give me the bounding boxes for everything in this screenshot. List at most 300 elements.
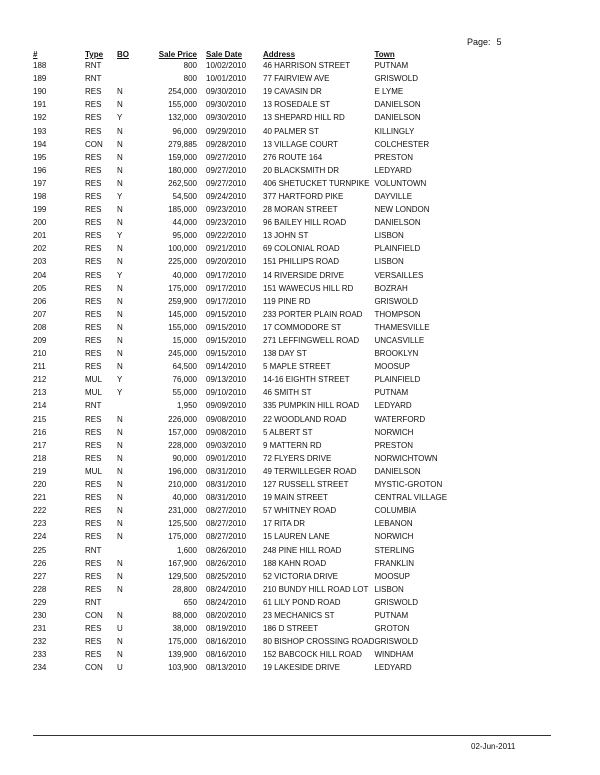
row-sale-price: 38,000 — [172, 624, 197, 634]
column-header-bo: BO — [117, 50, 129, 59]
row-town: LISBON — [374, 231, 404, 241]
row-town: PRESTON — [374, 152, 413, 162]
row-town: E LYME — [374, 87, 404, 97]
row-sale-price: 175,000 — [168, 532, 197, 542]
row-gap — [197, 609, 206, 622]
row-address: 5 ALBERT ST — [263, 427, 313, 437]
row-bo: N — [117, 466, 123, 476]
row-address: 119 PINE RD — [263, 296, 311, 306]
row-town: PRESTON — [374, 440, 413, 450]
row-number: 228 — [33, 584, 47, 594]
row-number: 191 — [33, 100, 47, 110]
row-address: 14-16 EIGHTH STREET — [263, 375, 350, 385]
row-bo: N — [117, 139, 123, 149]
row-town: LEDYARD — [374, 165, 412, 175]
row-sale-date: 08/27/2010 — [206, 519, 247, 529]
table-row — [33, 426, 447, 439]
row-type: RES — [85, 506, 102, 516]
row-gap — [197, 282, 206, 295]
row-sale-price: 132,000 — [168, 113, 197, 123]
row-address: 13 ROSEDALE ST — [263, 100, 331, 110]
row-bo: N — [117, 480, 123, 490]
table-row — [33, 413, 447, 426]
row-sale-price: 157,000 — [168, 427, 197, 437]
row-sale-price: 279,885 — [168, 139, 197, 149]
row-sale-date: 10/01/2010 — [206, 74, 247, 84]
table-row — [33, 517, 447, 530]
row-sale-price: 210,000 — [168, 480, 197, 490]
row-type: RES — [85, 322, 102, 332]
row-bo: N — [117, 584, 123, 594]
table-row — [33, 151, 447, 164]
row-bo: N — [117, 349, 123, 359]
row-sale-price: 103,900 — [168, 663, 197, 673]
row-type: RES — [85, 218, 102, 228]
row-number: 224 — [33, 532, 47, 542]
row-address: 276 ROUTE 164 — [263, 152, 323, 162]
row-sale-date: 08/16/2010 — [206, 637, 247, 647]
row-sale-price: 159,000 — [168, 152, 197, 162]
row-sale-date: 09/23/2010 — [206, 218, 247, 228]
row-type: RES — [85, 309, 102, 319]
table-row — [33, 661, 447, 674]
row-number: 199 — [33, 205, 47, 215]
row-gap — [197, 386, 206, 399]
row-sale-price: 64,500 — [172, 362, 197, 372]
row-sale-price: 254,000 — [168, 87, 197, 97]
row-sale-price: 76,000 — [172, 375, 197, 385]
row-address: 127 RUSSELL STREET — [263, 480, 349, 490]
row-town: NORWICH — [374, 532, 414, 542]
row-bo: N — [117, 336, 123, 346]
table-row — [33, 138, 447, 151]
row-gap — [197, 164, 206, 177]
row-type: RES — [85, 231, 102, 241]
row-sale-date: 09/15/2010 — [206, 322, 247, 332]
row-sale-date: 09/08/2010 — [206, 414, 247, 424]
table-row — [33, 177, 447, 190]
row-type: RES — [85, 336, 102, 346]
row-sale-price: 88,000 — [172, 610, 197, 620]
row-gap — [197, 596, 206, 609]
row-town: LISBON — [374, 584, 404, 594]
table-row — [33, 216, 447, 229]
row-gap — [197, 452, 206, 465]
row-town: VERSAILLES — [374, 270, 424, 280]
row-gap — [197, 269, 206, 282]
row-town: PUTNAM — [374, 61, 409, 71]
row-number: 197 — [33, 178, 47, 188]
table-row — [33, 399, 447, 412]
row-gap — [197, 517, 206, 530]
row-address: 5 MAPLE STREET — [263, 362, 331, 372]
row-sale-date: 09/01/2010 — [206, 453, 247, 463]
page-number: 5 — [496, 37, 502, 47]
row-gap — [197, 413, 206, 426]
row-sale-date: 08/24/2010 — [206, 584, 247, 594]
row-type: RES — [85, 519, 102, 529]
row-gap — [197, 124, 206, 137]
row-number: 234 — [33, 663, 47, 673]
row-number: 211 — [33, 362, 46, 372]
row-sale-price: 262,500 — [168, 178, 197, 188]
row-sale-price: 245,000 — [168, 349, 197, 359]
row-bo — [117, 59, 149, 72]
row-type: RES — [85, 126, 102, 136]
row-sale-date: 09/15/2010 — [206, 336, 247, 346]
row-gap — [197, 308, 206, 321]
row-town: DANIELSON — [374, 100, 421, 110]
table-row — [33, 295, 447, 308]
row-bo: N — [117, 126, 123, 136]
row-number: 205 — [33, 283, 47, 293]
row-town: THAMESVILLE — [374, 322, 430, 332]
row-type: RES — [85, 270, 102, 280]
row-bo: N — [117, 637, 123, 647]
table-row — [33, 452, 447, 465]
row-address: 22 WOODLAND ROAD — [263, 414, 347, 424]
row-address: 28 MORAN STREET — [263, 205, 338, 215]
row-sale-price: 167,900 — [168, 558, 197, 568]
row-bo: N — [117, 257, 123, 267]
row-bo — [117, 72, 149, 85]
row-bo: N — [117, 165, 123, 175]
row-number: 217 — [33, 440, 47, 450]
row-town: BOZRAH — [374, 283, 408, 293]
row-number: 203 — [33, 257, 47, 267]
row-gap — [197, 203, 206, 216]
row-gap — [197, 72, 206, 85]
row-type: MUL — [85, 466, 102, 476]
row-bo: N — [117, 322, 123, 332]
row-town: LISBON — [374, 257, 404, 267]
row-sale-date: 08/20/2010 — [206, 610, 247, 620]
row-type: RES — [85, 637, 102, 647]
row-bo: N — [117, 427, 123, 437]
row-number: 196 — [33, 165, 47, 175]
row-number: 226 — [33, 558, 47, 568]
row-sale-price: 1,950 — [176, 401, 197, 411]
row-type: MUL — [85, 375, 102, 385]
table-row — [33, 111, 447, 124]
row-address: 19 MAIN STREET — [263, 493, 328, 503]
row-sale-price: 96,000 — [172, 126, 197, 136]
table-row — [33, 622, 447, 635]
row-sale-price: 125,500 — [168, 519, 197, 529]
row-town: GRISWOLD — [374, 296, 418, 306]
row-gap — [197, 530, 206, 543]
row-address: 335 PUMPKIN HILL ROAD — [263, 401, 360, 411]
row-bo: N — [117, 610, 123, 620]
row-address: 19 LAKESIDE DRIVE — [263, 663, 340, 673]
row-number: 216 — [33, 427, 47, 437]
row-bo: N — [117, 532, 123, 542]
row-number: 215 — [33, 414, 47, 424]
row-type: RES — [85, 571, 102, 581]
row-sale-date: 09/29/2010 — [206, 126, 247, 136]
row-town: NORWICHTOWN — [374, 453, 438, 463]
footer-divider — [33, 735, 551, 736]
table-row — [33, 465, 447, 478]
row-address: 23 MECHANICS ST — [263, 610, 335, 620]
row-gap — [197, 504, 206, 517]
table-row — [33, 164, 447, 177]
table-row — [33, 360, 447, 373]
row-type: RES — [85, 480, 102, 490]
row-sale-date: 10/02/2010 — [206, 61, 247, 71]
row-sale-date: 08/26/2010 — [206, 558, 247, 568]
row-sale-date: 09/27/2010 — [206, 165, 247, 175]
row-type: RES — [85, 100, 102, 110]
row-sale-price: 800 — [183, 74, 197, 84]
row-address: 186 D STREET — [263, 624, 319, 634]
table-row — [33, 596, 447, 609]
row-address: 40 PALMER ST — [263, 126, 319, 136]
row-type: RES — [85, 453, 102, 463]
table-row — [33, 635, 447, 648]
row-town: DANIELSON — [374, 466, 421, 476]
row-town: LEBANON — [374, 519, 413, 529]
row-sale-date: 09/23/2010 — [206, 205, 247, 215]
row-sale-date: 09/13/2010 — [206, 375, 247, 385]
row-gap — [197, 622, 206, 635]
page-indicator — [467, 37, 502, 47]
row-town: PUTNAM — [374, 388, 409, 398]
footer-date: 02-Jun-2011 — [471, 742, 516, 751]
row-town: LEDYARD — [374, 401, 412, 411]
row-number: 202 — [33, 244, 47, 254]
row-gap — [197, 648, 206, 661]
header-row — [33, 46, 447, 59]
row-address: 271 LEFFINGWELL ROAD — [263, 336, 360, 346]
row-bo: N — [117, 414, 123, 424]
row-town: CENTRAL VILLAGE — [374, 493, 448, 503]
row-bo: U — [117, 624, 123, 634]
row-type: RES — [85, 113, 102, 123]
row-gap — [197, 334, 206, 347]
table-row — [33, 308, 447, 321]
row-sale-price: 28,800 — [172, 584, 197, 594]
table-row — [33, 583, 447, 596]
table-row — [33, 282, 447, 295]
row-number: 200 — [33, 218, 47, 228]
row-gap — [197, 661, 206, 674]
row-type: RES — [85, 650, 102, 660]
row-address: 61 LILY POND ROAD — [263, 597, 341, 607]
row-town: DANIELSON — [374, 113, 421, 123]
row-address: 57 WHITNEY ROAD — [263, 506, 337, 516]
row-gap — [197, 557, 206, 570]
row-sale-price: 40,000 — [172, 493, 197, 503]
row-type: RES — [85, 257, 102, 267]
row-address: 13 SHEPARD HILL RD — [263, 113, 345, 123]
row-type: RNT — [85, 401, 102, 411]
row-number: 204 — [33, 270, 47, 280]
row-number: 219 — [33, 466, 47, 476]
row-number: 193 — [33, 126, 47, 136]
row-sale-price: 100,000 — [168, 244, 197, 254]
row-gap — [197, 242, 206, 255]
row-address: 15 LAUREN LANE — [263, 532, 330, 542]
row-address: 233 PORTER PLAIN ROAD — [263, 309, 363, 319]
row-sale-price: 145,000 — [168, 309, 197, 319]
row-sale-date: 09/30/2010 — [206, 100, 247, 110]
row-address: 96 BAILEY HILL ROAD — [263, 218, 347, 228]
row-type: RES — [85, 165, 102, 175]
row-sale-date: 08/27/2010 — [206, 506, 247, 516]
row-sale-price: 175,000 — [168, 283, 197, 293]
row-type: CON — [85, 610, 103, 620]
row-sale-date: 09/03/2010 — [206, 440, 247, 450]
column-header-type: Type — [85, 50, 104, 59]
row-bo — [117, 543, 149, 556]
row-bo: N — [117, 218, 123, 228]
table-row — [33, 72, 447, 85]
row-number: 233 — [33, 650, 47, 660]
row-address: 13 JOHN ST — [263, 231, 309, 241]
row-gap — [197, 216, 206, 229]
row-address: 210 BUNDY HILL ROAD LOT — [263, 584, 369, 594]
row-bo: N — [117, 152, 123, 162]
row-bo: Y — [117, 388, 123, 398]
row-gap — [197, 635, 206, 648]
row-type: RES — [85, 87, 102, 97]
row-sale-price: 15,000 — [172, 336, 197, 346]
row-gap — [197, 321, 206, 334]
row-number: 201 — [33, 231, 47, 241]
page-label: Page: — [467, 37, 491, 47]
table-row — [33, 557, 447, 570]
table-row — [33, 439, 447, 452]
row-address: 46 SMITH ST — [263, 388, 312, 398]
row-sale-date: 09/09/2010 — [206, 401, 247, 411]
row-address: 20 BLACKSMITH DR — [263, 165, 340, 175]
row-bo: N — [117, 244, 123, 254]
row-type: RES — [85, 532, 102, 542]
row-town: NORWICH — [374, 427, 414, 437]
table-row — [33, 98, 447, 111]
row-sale-date: 09/30/2010 — [206, 87, 247, 97]
row-address: 151 PHILLIPS ROAD — [263, 257, 340, 267]
row-address: 72 FLYERS DRIVE — [263, 453, 332, 463]
row-sale-price: 1,600 — [176, 545, 197, 555]
row-sale-price: 650 — [183, 597, 197, 607]
row-sale-date: 09/10/2010 — [206, 388, 247, 398]
row-town: LEDYARD — [374, 663, 412, 673]
row-bo: N — [117, 309, 123, 319]
row-town: PUTNAM — [374, 610, 409, 620]
table-row — [33, 229, 447, 242]
table-body — [33, 59, 447, 674]
row-sale-price: 225,000 — [168, 257, 197, 267]
row-town: GRISWOLD — [374, 597, 418, 607]
row-sale-date: 08/31/2010 — [206, 493, 247, 503]
row-town: COLCHESTER — [374, 139, 430, 149]
row-gap — [197, 465, 206, 478]
row-town: COLUMBIA — [374, 506, 417, 516]
row-type: RES — [85, 283, 102, 293]
row-gap — [197, 583, 206, 596]
row-bo: U — [117, 663, 123, 673]
row-sale-date: 09/28/2010 — [206, 139, 247, 149]
row-bo: N — [117, 283, 123, 293]
row-type: RNT — [85, 61, 102, 71]
row-sale-price: 155,000 — [168, 322, 197, 332]
row-address: 77 FAIRVIEW AVE — [263, 74, 330, 84]
row-sale-date: 09/17/2010 — [206, 296, 247, 306]
row-sale-price: 800 — [183, 61, 197, 71]
row-bo: Y — [117, 191, 123, 201]
row-gap — [197, 347, 206, 360]
row-number: 190 — [33, 87, 47, 97]
row-sale-date: 09/27/2010 — [206, 152, 247, 162]
row-sale-price: 259,900 — [168, 296, 197, 306]
row-type: RES — [85, 493, 102, 503]
table-row — [33, 543, 447, 556]
row-bo: N — [117, 362, 123, 372]
row-number: 192 — [33, 113, 47, 123]
row-bo: N — [117, 558, 123, 568]
row-number: 189 — [33, 74, 47, 84]
row-town: VOLUNTOWN — [374, 178, 427, 188]
row-type: RES — [85, 558, 102, 568]
row-bo: N — [117, 440, 123, 450]
row-number: 222 — [33, 506, 47, 516]
row-number: 230 — [33, 610, 47, 620]
row-sale-date: 08/19/2010 — [206, 624, 247, 634]
column-header-sale-date: Sale Date — [206, 50, 243, 59]
row-gap — [197, 98, 206, 111]
row-town: GRISWOLD — [374, 74, 418, 84]
table-row — [33, 190, 447, 203]
row-address: 46 HARRISON STREET — [263, 61, 351, 71]
row-type: RES — [85, 440, 102, 450]
row-sale-price: 196,000 — [168, 466, 197, 476]
row-number: 207 — [33, 309, 47, 319]
row-address: 17 COMMODORE ST — [263, 322, 342, 332]
row-gap — [197, 295, 206, 308]
row-sale-date: 09/08/2010 — [206, 427, 247, 437]
row-type: RES — [85, 584, 102, 594]
row-type: RES — [85, 349, 102, 359]
row-number: 213 — [33, 388, 47, 398]
row-bo: Y — [117, 375, 123, 385]
row-number: 206 — [33, 296, 47, 306]
row-number: 229 — [33, 597, 47, 607]
table-row — [33, 242, 447, 255]
row-bo: N — [117, 205, 123, 215]
row-bo: N — [117, 571, 123, 581]
row-sale-date: 09/14/2010 — [206, 362, 247, 372]
row-sale-date: 09/27/2010 — [206, 178, 247, 188]
table-row — [33, 386, 447, 399]
column-gap — [197, 46, 206, 59]
table-row — [33, 334, 447, 347]
row-bo: Y — [117, 113, 123, 123]
row-gap — [197, 190, 206, 203]
row-town: MOOSUP — [374, 571, 410, 581]
row-bo: N — [117, 178, 123, 188]
row-town: KILLINGLY — [374, 126, 415, 136]
row-gap — [197, 138, 206, 151]
column-header-town: Town — [374, 50, 395, 59]
column-header-address: Address — [263, 50, 296, 59]
row-sale-price: 129,500 — [168, 571, 197, 581]
row-number: 223 — [33, 519, 47, 529]
row-bo: N — [117, 493, 123, 503]
column-header-number: # — [33, 50, 38, 59]
row-gap — [197, 229, 206, 242]
